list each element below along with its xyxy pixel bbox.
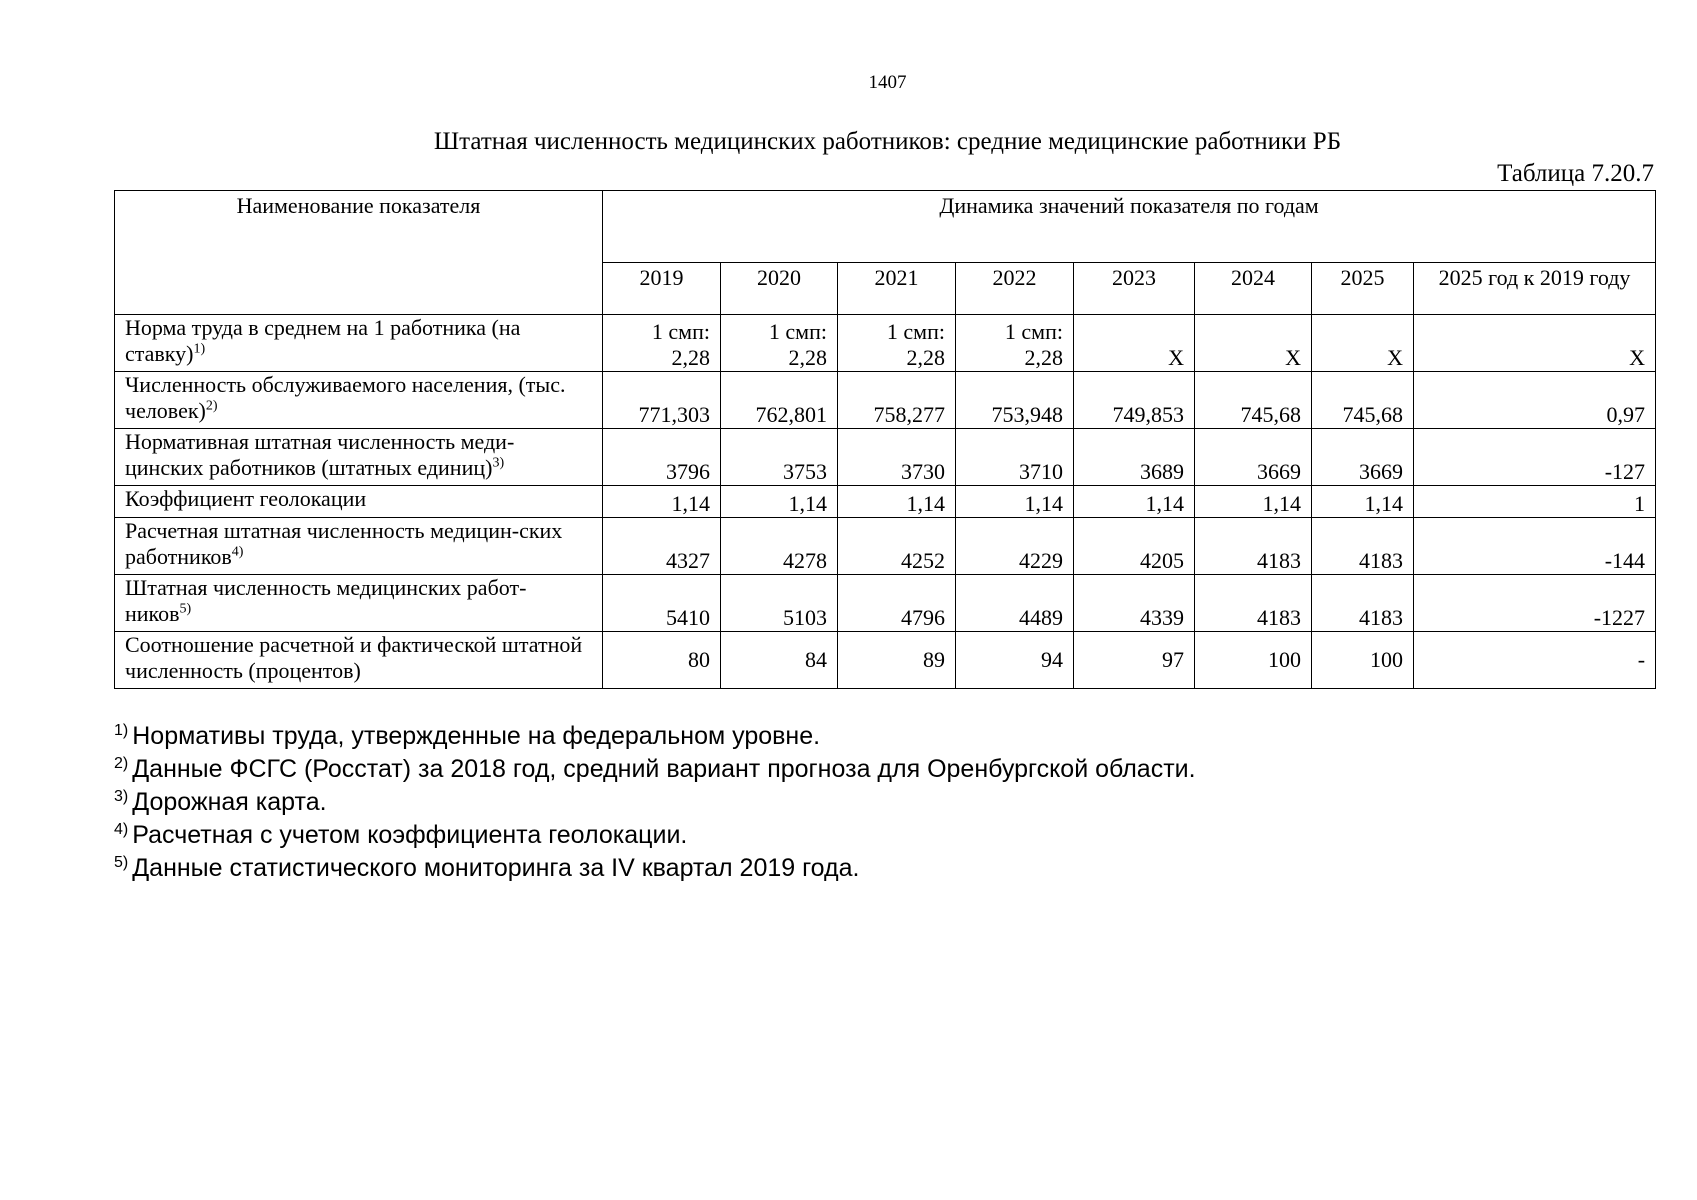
table-row <box>115 372 1656 429</box>
footnote-text: Расчетная с учетом коэффициента геолокации. <box>132 821 688 849</box>
row-label <box>115 372 603 429</box>
value-cell: 3796 <box>603 429 721 486</box>
value-cell <box>838 315 956 372</box>
header-dynamics: Динамика значений показателя по годам <box>603 191 1656 263</box>
value-top: 1 смп: <box>886 319 945 344</box>
table-title: Штатная численность медицинских работников: средние медицинские работники РБ <box>433 128 1342 155</box>
value-cell: 753,948 <box>956 372 1074 429</box>
footnotes <box>114 720 1196 885</box>
footnote-text: Нормативы труда, утвержденные на федеральном уровне. <box>132 722 821 750</box>
footnote-text: Данные статистического мониторинга за IV квартал 2019 года. <box>132 854 860 882</box>
table-body <box>115 315 1656 689</box>
value-cell: 771,303 <box>603 372 721 429</box>
year-header: 2023 <box>1074 263 1195 315</box>
value-cell: 1,14 <box>1074 486 1195 518</box>
value-bottom: Х <box>1168 345 1184 370</box>
value-top <box>1205 319 1301 345</box>
value-cell: 94 <box>956 632 1074 689</box>
value-cell: -1227 <box>1414 575 1656 632</box>
value-cell: 1,14 <box>721 486 838 518</box>
table-row <box>115 632 1656 689</box>
value-cell: - <box>1414 632 1656 689</box>
header-indicator-name: Наименование показателя <box>115 191 603 315</box>
year-header: 2022 <box>956 263 1074 315</box>
value-cell: 3710 <box>956 429 1074 486</box>
value-cell: 749,853 <box>1074 372 1195 429</box>
row-label <box>115 575 603 632</box>
footnote-ref: 3) <box>492 455 505 471</box>
value-bottom: 2,28 <box>906 345 945 370</box>
page-number: 1407 <box>868 72 907 93</box>
footnote <box>114 819 1196 852</box>
table-row <box>115 575 1656 632</box>
value-cell: -127 <box>1414 429 1656 486</box>
value-top: 1 смп: <box>1004 319 1063 344</box>
footnote-ref: 1) <box>193 341 206 357</box>
footnote-mark: 3) <box>114 787 129 805</box>
year-header: 2019 <box>603 263 721 315</box>
value-cell: 100 <box>1195 632 1312 689</box>
year-header: 2025 <box>1312 263 1414 315</box>
value-cell: 5410 <box>603 575 721 632</box>
value-top: 1 смп: <box>651 319 710 344</box>
value-cell: 4327 <box>603 518 721 575</box>
footnote <box>114 720 1196 753</box>
value-cell: 0,97 <box>1414 372 1656 429</box>
value-cell: 745,68 <box>1312 372 1414 429</box>
value-cell: 4796 <box>838 575 956 632</box>
value-cell: -144 <box>1414 518 1656 575</box>
value-bottom: Х <box>1629 345 1646 370</box>
value-cell: 3669 <box>1312 429 1414 486</box>
value-cell: 4252 <box>838 518 956 575</box>
value-cell: 97 <box>1074 632 1195 689</box>
value-cell: 1 <box>1414 486 1656 518</box>
footnote-text: Данные ФСГС (Росстат) за 2018 год, средний вариант прогноза для Оренбургской области. <box>132 755 1196 783</box>
value-cell: 1,14 <box>956 486 1074 518</box>
row-label-text: Нормативная штатная численность меди-цинских работников (штатных единиц) <box>125 429 515 480</box>
value-cell: 4339 <box>1074 575 1195 632</box>
value-cell <box>1414 315 1656 372</box>
year-header: 2024 <box>1195 263 1312 315</box>
value-cell: 1,14 <box>603 486 721 518</box>
value-cell <box>603 315 721 372</box>
value-cell: 762,801 <box>721 372 838 429</box>
comparison-header: 2025 год к 2019 году <box>1414 263 1656 315</box>
footnote <box>114 852 1196 885</box>
value-bottom: Х <box>1285 345 1301 370</box>
value-top <box>1424 319 1645 345</box>
value-cell: 4205 <box>1074 518 1195 575</box>
value-cell: 84 <box>721 632 838 689</box>
row-label <box>115 315 603 372</box>
footnote-text: Дорожная карта. <box>132 788 327 816</box>
footnote-mark: 2) <box>114 754 129 772</box>
footnote-ref: 2) <box>205 398 218 414</box>
value-cell: 3669 <box>1195 429 1312 486</box>
staffing-table <box>114 190 1656 689</box>
footnote-ref: 4) <box>231 544 244 560</box>
row-label-text: Численность обслуживаемого населения, (тыс. человек) <box>125 372 566 423</box>
value-top <box>1322 319 1403 345</box>
table-number: Таблица 7.20.7 <box>1497 160 1654 187</box>
value-cell: 5103 <box>721 575 838 632</box>
footnote-mark: 5) <box>114 853 129 871</box>
footnote-mark: 1) <box>114 721 129 739</box>
value-cell: 3753 <box>721 429 838 486</box>
value-cell: 89 <box>838 632 956 689</box>
value-top: 1 смп: <box>768 319 827 344</box>
value-cell: 1,14 <box>1195 486 1312 518</box>
value-cell: 4183 <box>1195 575 1312 632</box>
value-cell: 80 <box>603 632 721 689</box>
footnote-ref: 5) <box>179 601 192 617</box>
row-label-text: Норма труда в среднем на 1 работника (на ставку) <box>125 315 521 366</box>
value-cell <box>1074 315 1195 372</box>
table-row <box>115 315 1656 372</box>
value-cell: 4489 <box>956 575 1074 632</box>
row-label-text: Штатная численность медицинских работ-ников <box>125 575 527 626</box>
value-cell <box>1312 315 1414 372</box>
value-cell: 4183 <box>1312 518 1414 575</box>
value-bottom: Х <box>1387 345 1403 370</box>
value-cell: 100 <box>1312 632 1414 689</box>
footnote <box>114 753 1196 786</box>
value-bottom: 2,28 <box>1024 345 1063 370</box>
row-label-text: Расчетная штатная численность медицин-ских работников <box>125 518 563 569</box>
value-cell: 4278 <box>721 518 838 575</box>
table-row <box>115 518 1656 575</box>
row-label <box>115 486 603 518</box>
value-cell: 1,14 <box>838 486 956 518</box>
value-bottom: 2,28 <box>671 345 710 370</box>
row-label <box>115 518 603 575</box>
footnote <box>114 786 1196 819</box>
value-bottom: 2,28 <box>788 345 827 370</box>
value-cell <box>721 315 838 372</box>
row-label <box>115 632 603 689</box>
value-cell: 3730 <box>838 429 956 486</box>
row-label <box>115 429 603 486</box>
value-cell: 4183 <box>1195 518 1312 575</box>
value-cell: 1,14 <box>1312 486 1414 518</box>
value-top <box>1084 319 1184 345</box>
value-cell: 3689 <box>1074 429 1195 486</box>
table-row <box>115 429 1656 486</box>
row-label-text: Коэффициент геолокации <box>125 486 367 511</box>
row-label-text: Соотношение расчетной и фактической штатной численность (процентов) <box>125 632 583 683</box>
value-cell: 758,277 <box>838 372 956 429</box>
value-cell: 4229 <box>956 518 1074 575</box>
footnote-mark: 4) <box>114 820 129 838</box>
year-header: 2020 <box>721 263 838 315</box>
value-cell <box>1195 315 1312 372</box>
year-header: 2021 <box>838 263 956 315</box>
value-cell: 745,68 <box>1195 372 1312 429</box>
value-cell: 4183 <box>1312 575 1414 632</box>
value-cell <box>956 315 1074 372</box>
table-row <box>115 486 1656 518</box>
